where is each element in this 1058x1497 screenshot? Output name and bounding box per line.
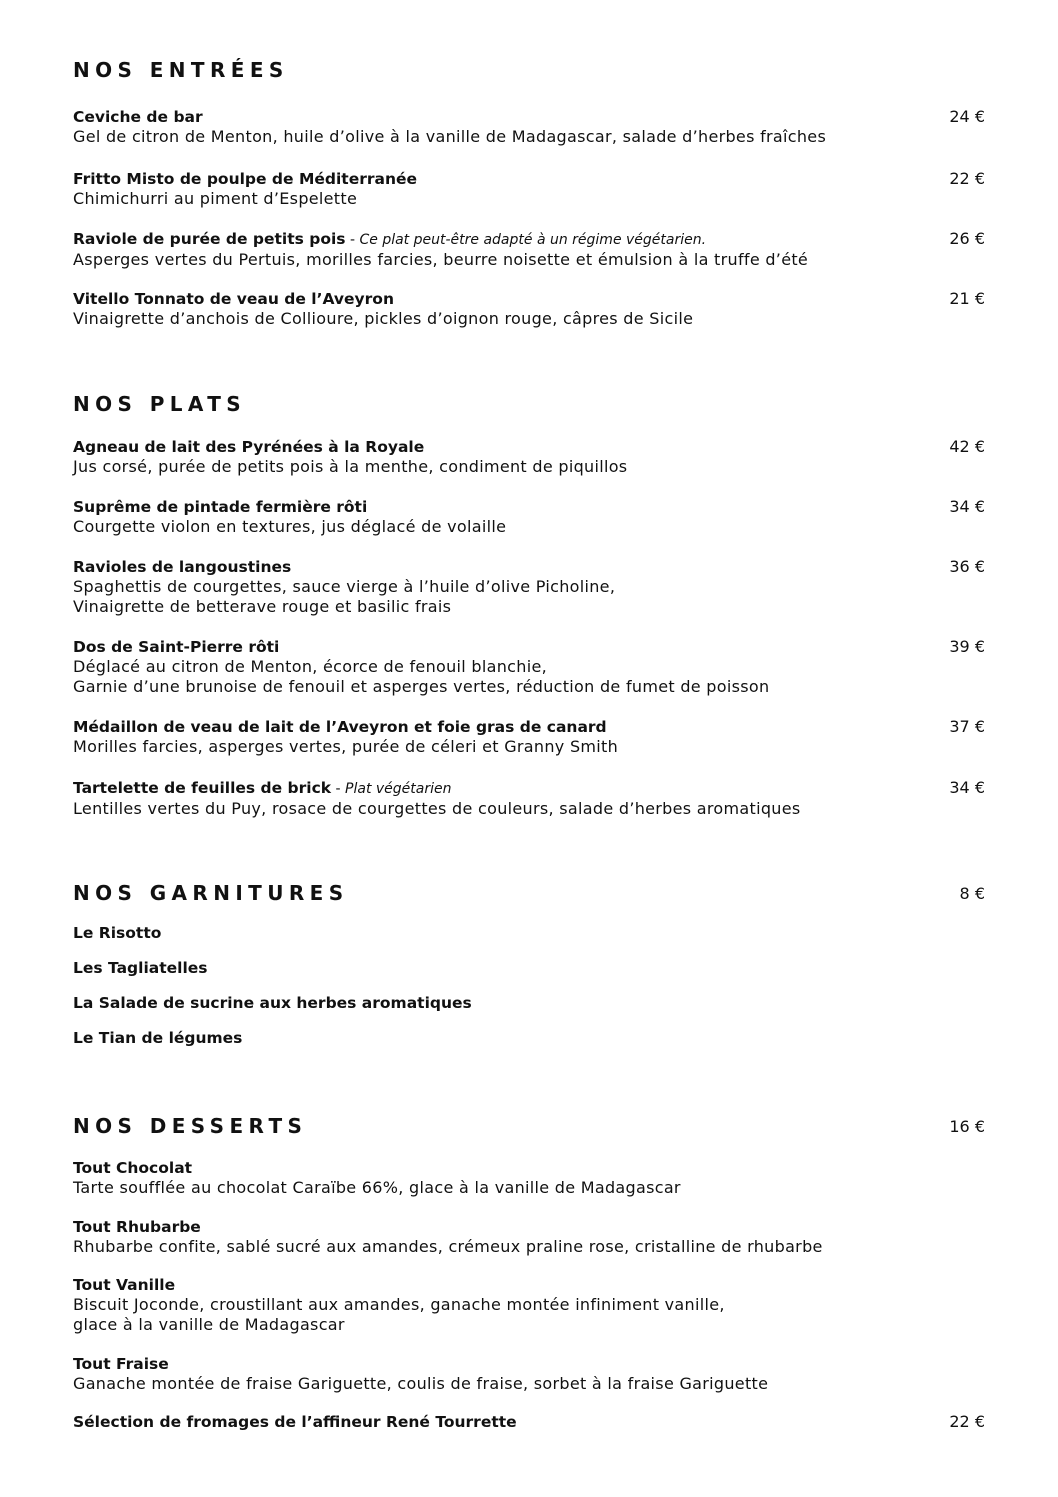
item-name: Tout Rhubarbe xyxy=(73,1218,201,1236)
item-price: 36 € xyxy=(949,557,985,576)
item-name: Médaillon de veau de lait de l’Aveyron et foie gras de canard xyxy=(73,718,607,736)
item-description: Déglacé au citron de Menton, écorce de fenouil blanchie, xyxy=(73,657,547,676)
item-description-line2: Vinaigrette de betterave rouge et basilic frais xyxy=(73,597,452,616)
cheese-selection: Sélection de fromages de l’affineur René Tourrette xyxy=(73,1413,517,1431)
menu-item xyxy=(73,778,801,819)
item-description: Gel de citron de Menton, huile d’olive à la vanille de Madagascar, salade d’herbes fraîches xyxy=(73,127,827,146)
section-title-entrees: NOS ENTRÉES xyxy=(73,58,289,82)
item-description: Vinaigrette d’anchois de Collioure, pickles d’oignon rouge, câpres de Sicile xyxy=(73,309,694,328)
menu-item xyxy=(73,437,627,477)
menu-item xyxy=(73,1158,681,1198)
item-name: Vitello Tonnato de veau de l’Aveyron xyxy=(73,290,394,308)
menu-item xyxy=(73,1217,823,1257)
item-note: Plat végétarien xyxy=(345,781,452,797)
item-description: Asperges vertes du Pertuis, morilles farcies, beurre noisette et émulsion à la truffe d’été xyxy=(73,250,809,269)
menu-item xyxy=(73,169,417,209)
item-description: Lentilles vertes du Puy, rosace de courgettes de couleurs, salade d’herbes aromatiques xyxy=(73,799,801,818)
menu-item xyxy=(73,637,769,697)
menu-item xyxy=(73,497,506,537)
menu-item xyxy=(73,717,618,757)
item-description: Chimichurri au piment d’Espelette xyxy=(73,189,358,208)
menu-item xyxy=(73,1354,768,1394)
item-name: Tout Fraise xyxy=(73,1355,169,1373)
item-description: Ganache montée de fraise Gariguette, coulis de fraise, sorbet à la fraise Gariguette xyxy=(73,1374,769,1393)
item-name: Dos de Saint-Pierre rôti xyxy=(73,638,280,656)
item-price: 34 € xyxy=(949,497,985,516)
item-description: Tarte soufflée au chocolat Caraïbe 66%, glace à la vanille de Madagascar xyxy=(73,1178,681,1197)
item-price: 24 € xyxy=(949,107,985,126)
menu-item xyxy=(73,557,615,617)
section-title-plats: NOS PLATS xyxy=(73,392,247,416)
item-price: 42 € xyxy=(949,437,985,456)
section-price: 8 € xyxy=(959,884,985,903)
item-name: Ravioles de langoustines xyxy=(73,558,292,576)
item-price: 39 € xyxy=(949,637,985,656)
item-description: Spaghettis de courgettes, sauce vierge à l’huile d’olive Picholine, xyxy=(73,577,616,596)
item-description: Rhubarbe confite, sablé sucré aux amandes, crémeux praline rose, cristalline de rhubarbe xyxy=(73,1237,823,1256)
section-title-desserts: NOS DESSERTS xyxy=(73,1114,308,1138)
item-name: Ceviche de bar xyxy=(73,108,203,126)
item-separator: - xyxy=(345,232,360,248)
item-price: 22 € xyxy=(949,169,985,188)
item-description: Courgette violon en textures, jus déglacé de volaille xyxy=(73,517,507,536)
item-price: 22 € xyxy=(949,1412,985,1431)
item-price: 34 € xyxy=(949,778,985,797)
item-name: Fritto Misto de poulpe de Méditerranée xyxy=(73,170,418,188)
item-description-line2: Garnie d’une brunoise de fenouil et asperges vertes, réduction de fumet de poisson xyxy=(73,677,770,696)
section-title-garnitures: NOS GARNITURES xyxy=(73,881,349,905)
item-description-line2: glace à la vanille de Madagascar xyxy=(73,1315,345,1334)
item-description: Jus corsé, purée de petits pois à la menthe, condiment de piquillos xyxy=(73,457,628,476)
list-item: La Salade de sucrine aux herbes aromatiques xyxy=(73,994,472,1012)
menu-item xyxy=(73,289,693,329)
section-price: 16 € xyxy=(949,1117,985,1136)
item-name: Tout Vanille xyxy=(73,1276,176,1294)
item-name: Tartelette de feuilles de brick xyxy=(73,779,332,797)
item-description: Morilles farcies, asperges vertes, purée de céleri et Granny Smith xyxy=(73,737,619,756)
item-name: Agneau de lait des Pyrénées à la Royale xyxy=(73,438,425,456)
item-description: Biscuit Joconde, croustillant aux amandes, ganache montée infiniment vanille, xyxy=(73,1295,725,1314)
menu-item xyxy=(73,107,826,147)
list-item: Le Tian de légumes xyxy=(73,1029,243,1047)
item-price: 37 € xyxy=(949,717,985,736)
item-separator: - xyxy=(331,781,346,797)
item-price: 21 € xyxy=(949,289,985,308)
item-note: Ce plat peut-être adapté à un régime végétarien. xyxy=(359,232,707,248)
menu-item xyxy=(73,229,808,270)
item-name: Raviole de purée de petits pois xyxy=(73,230,346,248)
item-name: Tout Chocolat xyxy=(73,1159,193,1177)
menu-item xyxy=(73,1275,725,1335)
list-item: Les Tagliatelles xyxy=(73,959,208,977)
item-price: 26 € xyxy=(949,229,985,248)
item-name: Suprême de pintade fermière rôti xyxy=(73,498,368,516)
list-item: Le Risotto xyxy=(73,924,162,942)
